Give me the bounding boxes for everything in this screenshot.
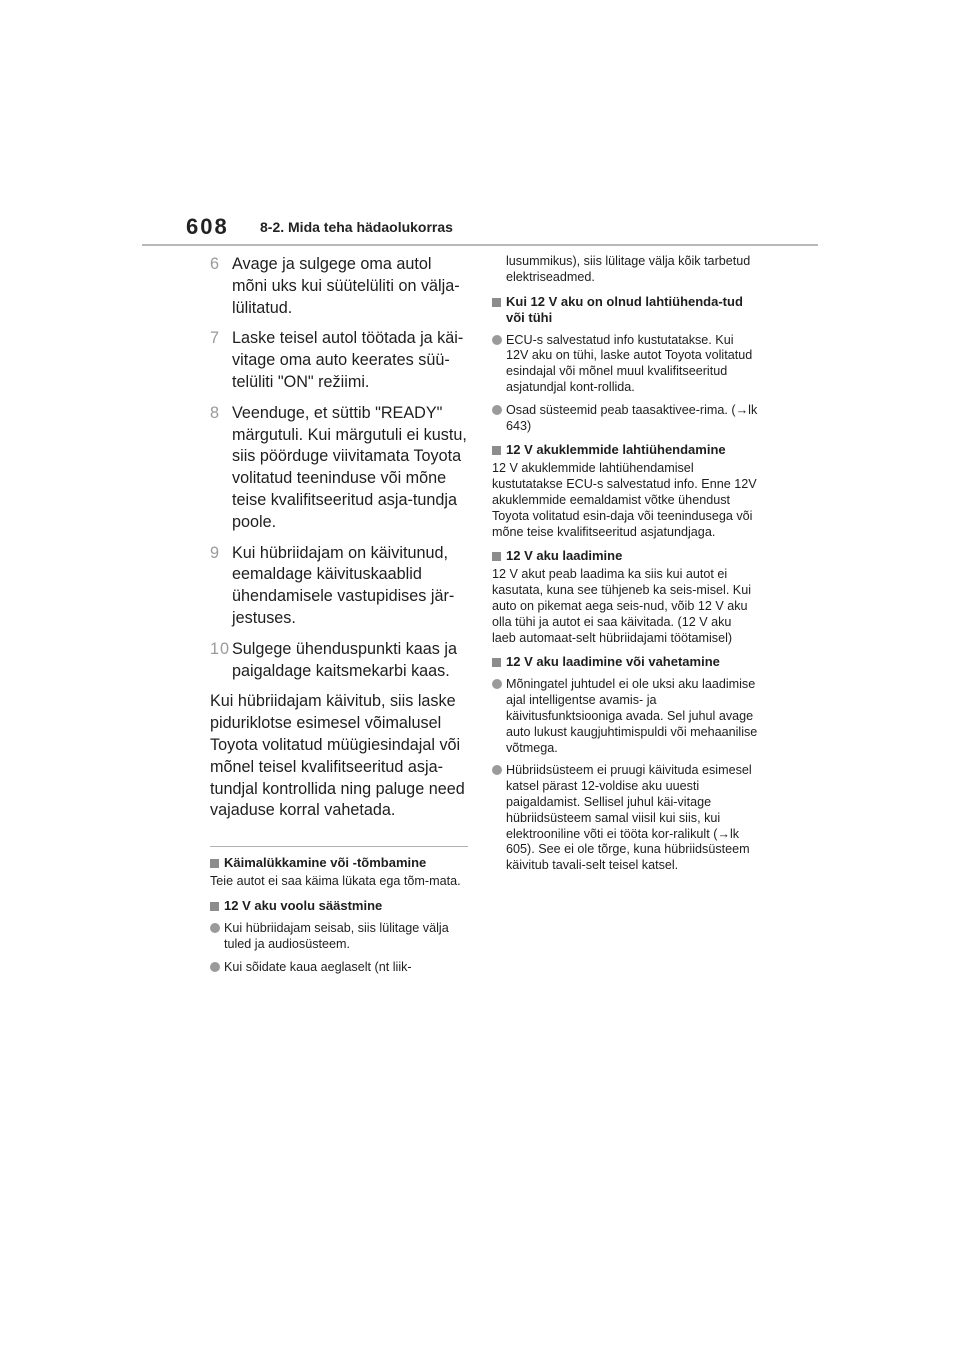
- round-bullet-icon: [492, 335, 502, 345]
- step-text: Sulgege ühenduspunkti kaas ja paigaldage kaitsmekarbi kaas.: [232, 639, 457, 680]
- square-bullet-icon: [492, 552, 501, 561]
- step-number: 10: [210, 639, 231, 658]
- section-heading-push-start: [210, 855, 468, 871]
- step-text: Veenduge, et süttib "READY" märgutuli. Kui märgutuli ei kustu, siis pöörduge viivitamata Toyota volitatud teeninduse või mõne teise kvalifitseeritud asja-tundja poole.: [232, 403, 467, 531]
- left-column: [210, 254, 468, 975]
- section-heading-battery-saving: [210, 898, 468, 914]
- terminal-disconnect-text: 12 V akuklemmide lahtiühendamisel kustutatakse ECU-s salvestatud info. Enne 12V akuklemmide eemaldamist võtke ühendust Toyota volitatud esin-daja või teenindusega või mõne teise kvalifitseeritud asjatundjaga.: [492, 461, 757, 539]
- step-text: Kui hübriidajam on käivitunud, eemaldage käivituskaablid ühendamisele vastupidises jär-jestuses.: [232, 543, 455, 627]
- heading-text: Kui 12 V aku on olnud lahtiühenda-tud või tühi: [506, 293, 743, 325]
- section-heading-battery-charging: [492, 548, 758, 564]
- heading-text: 12 V aku laadimine või vahetamine: [506, 654, 720, 670]
- square-bullet-icon: [492, 658, 501, 667]
- bullet-item: [492, 403, 758, 435]
- heading-text: 12 V aku laadimine: [506, 548, 623, 564]
- step-number: 7: [210, 329, 220, 348]
- round-bullet-icon: [492, 405, 502, 415]
- step-6: [210, 254, 468, 319]
- section-divider: [210, 846, 468, 847]
- bullet-text: Kui sõidate kaua aeglaselt (nt liik-: [224, 959, 412, 974]
- bullet-item: [210, 960, 468, 976]
- section-heading-terminal-disconnect: [492, 442, 758, 458]
- round-bullet-icon: [492, 679, 502, 689]
- step-number: 6: [210, 255, 220, 273]
- bullet-item: [492, 763, 758, 874]
- bullet-continuation: lusummikus), siis lülitage välja kõik tarbetud elektriseadmed.: [506, 254, 751, 284]
- right-column: [492, 254, 758, 874]
- bullet-text: Kui hübriidajam seisab, siis lülitage välja tuled ja audiosüsteem.: [224, 920, 449, 951]
- section-title: 8-2. Mida teha hädaolukorras: [260, 219, 453, 235]
- bullet-item: [210, 921, 468, 953]
- square-bullet-icon: [210, 859, 219, 868]
- push-start-text: Teie autot ei saa käima lükata ega tõm-mata.: [210, 874, 461, 889]
- brake-pad-note: Kui hübriidajam käivitub, siis laske piduriklotse esimesel võimalusel Toyota volitatud müügiesindajal või mõnel teisel kvalifitseeritud asja-tundjal kontrollida ning paluge need vajaduse korral vahetada.: [210, 692, 465, 820]
- step-9: [210, 543, 468, 630]
- square-bullet-icon: [210, 902, 219, 911]
- square-bullet-icon: [492, 298, 501, 307]
- section-heading-battery-disconnected: [492, 294, 758, 326]
- bullet-item: [492, 677, 758, 756]
- header-divider: [142, 244, 818, 246]
- bullet-item: [492, 333, 758, 396]
- battery-charging-text: 12 V akut peab laadima ka siis kui autot ei kasutata, kuna see tühjeneb ka seis-misel. Kui auto on pikemat aega seis-nud, võib 12 V aku olla tühi ja autot ei saa käivitada. (12 V aku laeb automaat-selt hübriidajami töötamisel): [492, 567, 752, 645]
- step-number: 8: [210, 403, 220, 422]
- heading-text: 12 V akuklemmide lahtiühendamine: [506, 442, 726, 458]
- heading-text: Käimalükkamine või -tõmbamine: [224, 855, 427, 871]
- step-number: 9: [210, 543, 220, 562]
- page-header: [0, 0, 960, 250]
- round-bullet-icon: [210, 962, 220, 972]
- step-10: [210, 639, 468, 683]
- bullet-text: Osad süsteemid peab taasaktivee-rima. (→lk 643): [506, 402, 758, 433]
- round-bullet-icon: [210, 923, 220, 933]
- bullet-text: Hübriidsüsteem ei pruugi käivituda esimesel katsel pärast 12-voldise aku uuesti paigaldamist. Sellisel juhul käi-vitage hübriidsüsteem samal viisil kui siis, kui elektrooniline võti ei tööta kor-ralikult (→lk 605). See ei ole tõrge, kuna hübriidsüsteem käivitub tavali-selt teisel katsel.: [506, 763, 752, 873]
- step-text: Avage ja sulgege oma autol mõni uks kui süütelüliti on välja-lülitatud.: [232, 255, 460, 317]
- step-text: Laske teisel autol töötada ja käi-vitage oma auto keerates süü-telüliti "ON" režiimi.: [232, 329, 464, 391]
- round-bullet-icon: [492, 765, 502, 775]
- section-heading-charging-or-replacing: [492, 654, 758, 670]
- step-7: [210, 328, 468, 393]
- heading-text: 12 V aku voolu säästmine: [224, 897, 383, 913]
- square-bullet-icon: [492, 446, 501, 455]
- page-number: 608: [186, 214, 229, 239]
- bullet-text: ECU-s salvestatud info kustutatakse. Kui 12V aku on tühi, laske autot Toyota volitatud esindajal või mõnel muul kvalifitseeritud asjatundjal kont-rollida.: [506, 332, 753, 394]
- step-8: [210, 403, 468, 534]
- bullet-text: Mõningatel juhtudel ei ole uksi aku laadimise ajal intelligentse avamis- ja käivitusfunktsiooniga avada. Sel juhul avage auto lukust kaugjuhtimispuldi või mehaanilise võtmega.: [506, 677, 758, 755]
